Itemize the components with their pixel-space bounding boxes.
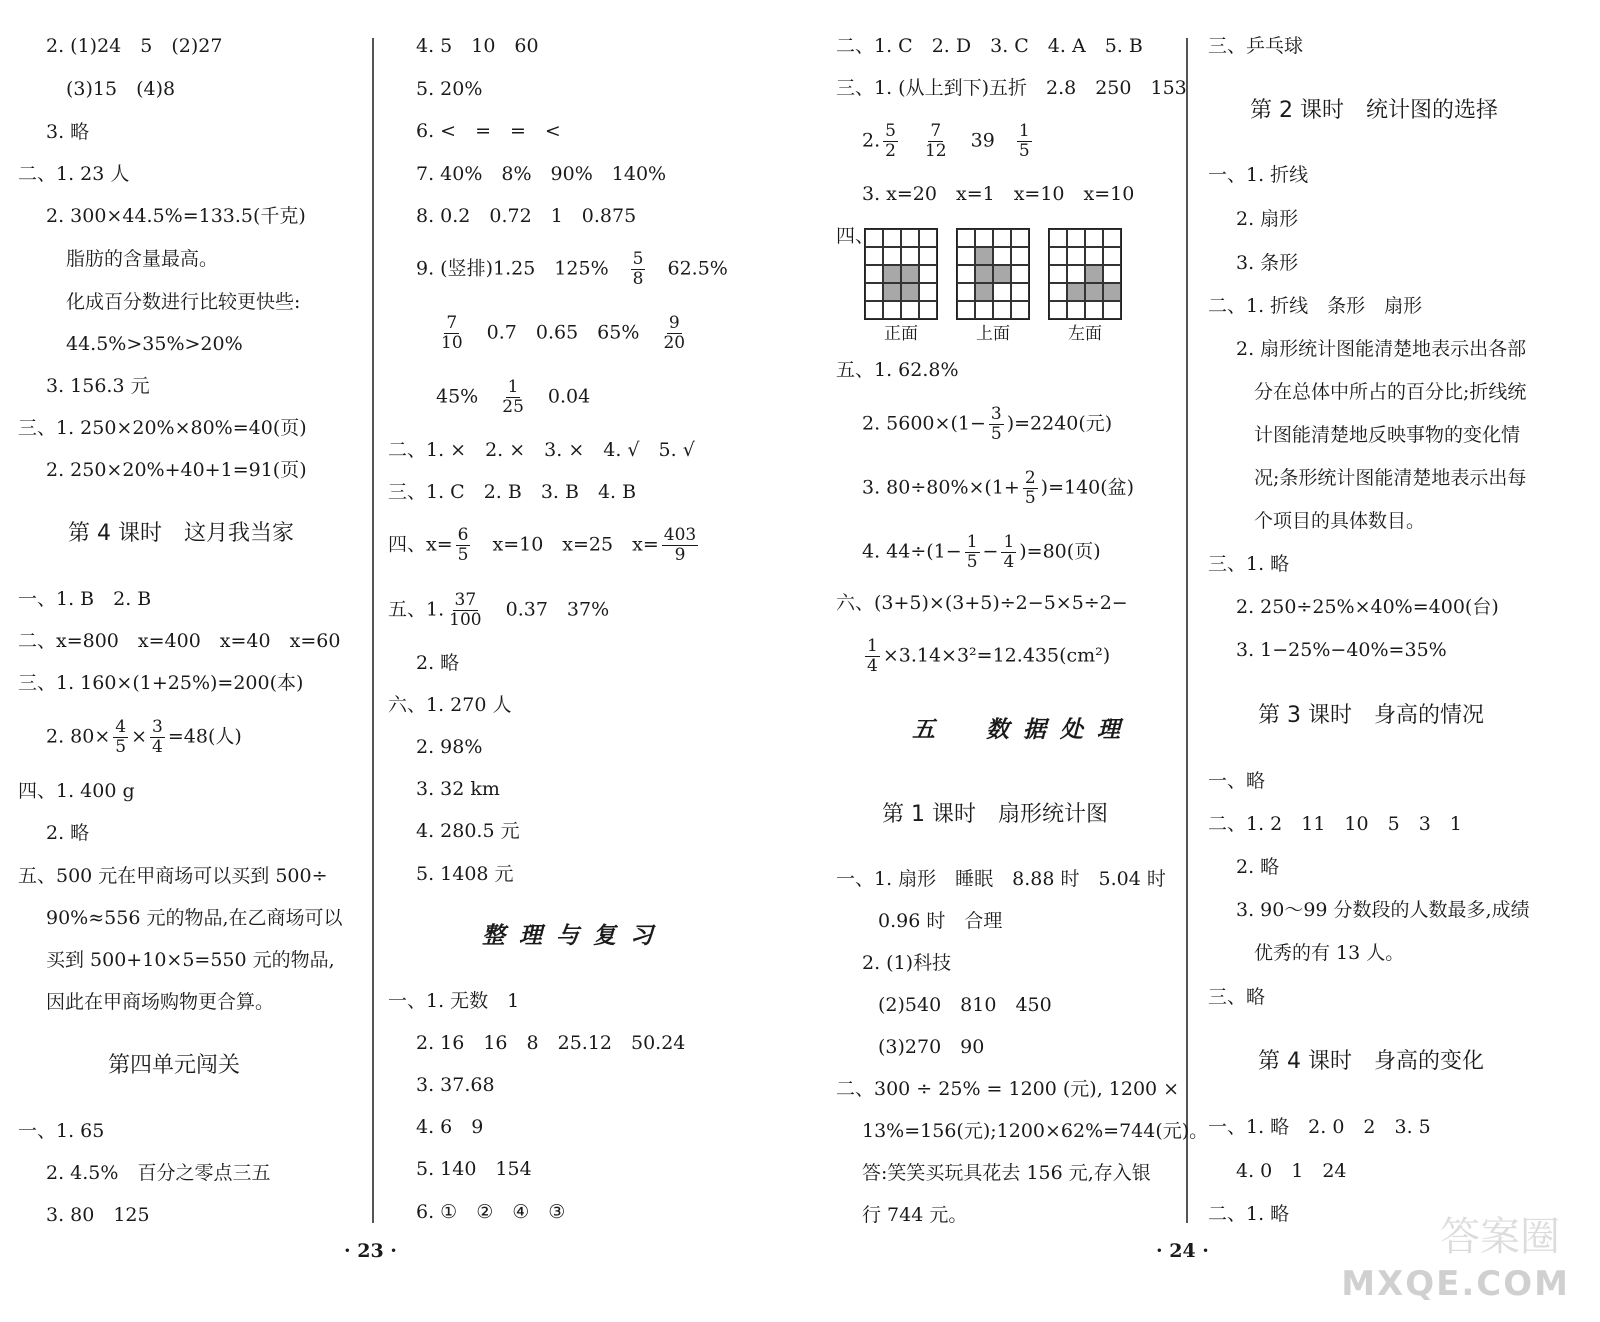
fraction-denominator: 10 [441, 333, 463, 353]
column-divider [372, 38, 374, 1223]
grid-cell [957, 229, 975, 247]
answer-line: 4. 280.5 元 [416, 820, 520, 842]
grid-cell [1103, 265, 1121, 283]
answer-line: (3)15 (4)8 [66, 78, 176, 100]
answer-line: 8. 0.2 0.72 1 0.875 [416, 205, 637, 227]
answer-line: 90%≈556 元的物品,在乙商场可以 [46, 907, 343, 929]
answer-line: 三、略 [1208, 986, 1266, 1008]
answer-line: 个项目的具体数目。 [1254, 510, 1426, 532]
answer-line: 四、 [836, 225, 875, 247]
answer-line: 7. 40% 8% 90% 140% [416, 163, 667, 185]
answer-line: 因此在甲商场购物更合算。 [46, 991, 275, 1013]
grid-cell [1011, 247, 1029, 265]
view-grid [1048, 228, 1122, 320]
grid-cell [1103, 247, 1121, 265]
answer-line: 2. 300×44.5%=133.5(千克) [46, 205, 306, 227]
fraction-numerator: 1 [966, 532, 978, 552]
view-grid [864, 228, 938, 320]
answer-line: (2)540 810 450 [878, 994, 1052, 1016]
answer-line: 3. 156.3 元 [46, 375, 150, 397]
answer-line: 三、1. (从上到下)五折 2.8 250 153 [836, 77, 1187, 99]
fraction [150, 718, 165, 757]
grid-cell [865, 247, 883, 265]
answer-line: 一、1. 65 [18, 1120, 105, 1142]
fraction-denominator: 4 [1003, 552, 1015, 572]
grid-cell [1085, 265, 1103, 283]
answer-line: 脂肪的含量最高。 [66, 248, 219, 270]
fraction-denominator: 20 [663, 333, 686, 353]
fraction-numerator: 7 [446, 313, 458, 333]
fraction [456, 526, 471, 565]
watermark-logo: 答案圈 [1440, 1214, 1560, 1260]
answer-line: 六、1. 270 人 [388, 694, 512, 716]
fraction [865, 637, 880, 676]
fraction-numerator: 2 [1024, 468, 1036, 488]
answer-line [862, 533, 1101, 572]
answer-line: 2. (1)24 5 (2)27 [46, 35, 223, 57]
grid-cell [901, 301, 919, 319]
grid-cell [883, 301, 901, 319]
answer-line: 一、1. 折线 [1208, 164, 1309, 186]
grid-cell [883, 229, 901, 247]
grid-cell [957, 265, 975, 283]
answer-line: 2. 250÷25%×40%=400(台) [1236, 596, 1499, 618]
answer-line: 2. 16 16 8 25.12 50.24 [416, 1032, 686, 1054]
fraction-numerator: 403 [663, 525, 697, 545]
answer-line: 况;条形统计图能清楚地表示出每 [1254, 467, 1527, 489]
answer-line: 44.5%>35%>20% [66, 333, 243, 355]
answer-line: 2. 4.5% 百分之零点三五 [46, 1162, 271, 1184]
answer-line: 一、1. 略 2. 0 2 3. 5 [1208, 1116, 1431, 1138]
text-segment: 2. 80× [46, 725, 111, 748]
section-heading: 第 4 课时 身高的变化 [1258, 1049, 1484, 1074]
text-segment: 2. [862, 129, 881, 152]
section-heading: 第四单元闯关 [108, 1053, 241, 1078]
fraction-denominator: 12 [924, 141, 947, 161]
fraction-numerator: 9 [668, 313, 680, 333]
grid-cell [919, 247, 937, 265]
fraction-denominator: 8 [632, 269, 644, 289]
grid-cell [865, 301, 883, 319]
answer-line [416, 250, 728, 289]
grid-cell [1049, 301, 1067, 319]
section-heading: 第 4 课时 这月我当家 [68, 521, 294, 546]
grid-cell [1049, 265, 1067, 283]
fraction-denominator: 5 [457, 545, 469, 565]
answer-line: 化成百分数进行比较更快些: [66, 291, 301, 313]
grid-cell [1103, 301, 1121, 319]
fraction [113, 718, 128, 757]
grid-cell [993, 301, 1011, 319]
answer-line: 2. 略 [46, 822, 90, 844]
grid-cell [1067, 265, 1085, 283]
fraction-denominator: 25 [502, 397, 524, 417]
answer-line: 三、1. 250×20%×80%=40(页) [18, 417, 307, 439]
grid-cell [993, 283, 1011, 301]
section-heading: 整理与复习 [482, 922, 667, 949]
answer-line: 五、1. 62.8% [836, 359, 959, 381]
grid-cell [993, 247, 1011, 265]
grid-cell [919, 283, 937, 301]
section-heading: 第 3 课时 身高的情况 [1258, 703, 1484, 728]
grid-cell [901, 283, 919, 301]
text-segment: 2. 5600×(1− [862, 412, 986, 435]
answer-line: 三、1. 160×(1+25%)=200(本) [18, 672, 304, 694]
answer-line: 一、1. B 2. B [18, 588, 152, 610]
answer-line: 分在总体中所占的百分比;折线统 [1254, 381, 1527, 403]
grid-cell [1085, 229, 1103, 247]
text-segment: 9. (竖排)1.25 125% [416, 257, 609, 280]
answer-line [46, 718, 242, 757]
grid-cell [919, 229, 937, 247]
grid-cell [975, 247, 993, 265]
grid-cell [1067, 229, 1085, 247]
text-segment: 39 [970, 129, 995, 152]
text-segment: 0.04 [547, 385, 591, 408]
answer-line: 一、1. 扇形 睡眠 8.88 时 5.04 时 [836, 868, 1166, 890]
grid-cell [975, 265, 993, 283]
answer-line: 2. 略 [416, 652, 460, 674]
fraction [1017, 122, 1032, 161]
grid-cell [901, 247, 919, 265]
grid-cell [1085, 247, 1103, 265]
fraction-numerator: 3 [990, 404, 1002, 424]
answer-line: 3. 1−25%−40%=35% [1236, 639, 1447, 661]
fraction-numerator: 1 [1018, 121, 1030, 141]
answer-line: 二、1. 23 人 [18, 163, 130, 185]
answer-line: 二、1. 折线 条形 扇形 [1208, 295, 1423, 317]
grid-cell [1103, 229, 1121, 247]
text-segment: 3. 80÷80%×(1+ [862, 476, 1020, 499]
answer-line: 三、1. 略 [1208, 553, 1290, 575]
fraction-numerator: 3 [152, 717, 163, 737]
answer-line: 三、乒乓球 [1208, 35, 1304, 57]
answer-line: 四、1. 400 g [18, 780, 135, 802]
answer-line: 优秀的有 13 人。 [1254, 942, 1405, 964]
fraction-numerator: 1 [867, 636, 878, 656]
fraction-numerator: 5 [632, 249, 644, 269]
top-view [956, 228, 1030, 345]
text-segment: 0.37 37% [505, 598, 610, 621]
text-segment: )=2240(元) [1006, 412, 1113, 435]
answer-line [862, 637, 1110, 676]
answer-line: 一、1. 无数 1 [388, 990, 520, 1012]
fraction-denominator: 2 [885, 141, 896, 161]
grid-cell [993, 229, 1011, 247]
grid-cell [1049, 283, 1067, 301]
fraction [1023, 469, 1038, 508]
answer-line [862, 122, 1035, 161]
fraction-denominator: 9 [674, 545, 686, 565]
fraction-denominator: 5 [115, 737, 127, 757]
answer-line: 计图能清楚地反映事物的变化情 [1254, 424, 1521, 446]
fraction-numerator: 7 [930, 121, 942, 141]
answer-line: 二、1. 2 11 10 5 3 1 [1208, 813, 1462, 835]
grid-cell [865, 283, 883, 301]
answer-line: 二、1. × 2. × 3. × 4. √ 5. √ [388, 439, 695, 461]
answer-line: 3. 条形 [1236, 252, 1299, 274]
fraction [989, 405, 1004, 444]
fraction [1001, 533, 1016, 572]
text-segment: − [982, 540, 999, 563]
grid-cell [975, 229, 993, 247]
view-grid [956, 228, 1030, 320]
answer-line: 答:笑笑买玩具花去 156 元,存入银 [862, 1162, 1151, 1184]
fraction [447, 591, 483, 630]
answer-line [862, 405, 1112, 444]
answer-line [388, 526, 701, 565]
fraction-denominator: 4 [867, 656, 878, 676]
grid-cell [1049, 229, 1067, 247]
answer-line: 二、1. C 2. D 3. C 4. A 5. B [836, 35, 1143, 57]
grid-cell [1085, 283, 1103, 301]
text-segment: × [131, 725, 148, 748]
answer-line: 6. ① ② ④ ③ [416, 1201, 566, 1223]
fraction-denominator: 5 [1024, 488, 1036, 508]
fraction [500, 378, 526, 417]
fraction-denominator: 5 [990, 424, 1002, 444]
column-divider [1186, 38, 1188, 1223]
grid-cell [1011, 229, 1029, 247]
page-number: · 23 · [344, 1240, 397, 1262]
fraction [965, 533, 980, 572]
answer-line: 3. 32 km [416, 778, 500, 800]
grid-cell [865, 265, 883, 283]
fraction-denominator: 4 [152, 737, 163, 757]
text-segment: )=140(盆) [1040, 476, 1135, 499]
answer-line: 3. 略 [46, 121, 90, 143]
watermark-url: MXQE.COM [1341, 1264, 1570, 1304]
text-segment: 62.5% [667, 257, 728, 280]
view-label: 上面 [976, 324, 1010, 344]
grid-cell [1067, 301, 1085, 319]
grid-cell [975, 301, 993, 319]
grid-cell [1103, 283, 1121, 301]
left-view [1048, 228, 1122, 345]
text-segment: ×3.14×3²=12.435(cm²) [882, 644, 1111, 667]
answer-line: 3. x=20 x=1 x=10 x=10 [862, 183, 1135, 205]
text-segment: )=80(页) [1019, 540, 1101, 563]
grid-cell [975, 283, 993, 301]
fraction-numerator: 6 [457, 525, 469, 545]
answer-line: (3)270 90 [878, 1036, 985, 1058]
answer-line: 一、略 [1208, 770, 1266, 792]
grid-cell [1049, 247, 1067, 265]
section-heading: 五 数据处理 [912, 716, 1134, 743]
grid-cell [1011, 265, 1029, 283]
section-heading: 第 1 课时 扇形统计图 [882, 802, 1108, 827]
answer-line [436, 314, 690, 353]
view-label: 正面 [884, 324, 918, 344]
view-label: 左面 [1068, 324, 1102, 344]
grid-cell [1067, 283, 1085, 301]
answer-line: 二、x=800 x=400 x=40 x=60 [18, 630, 341, 652]
fraction [661, 314, 687, 353]
answer-line: 2. 扇形统计图能清楚地表示出各部 [1236, 338, 1527, 360]
answer-line: 2. 250×20%+40+1=91(页) [46, 459, 307, 481]
fraction [439, 314, 465, 353]
answer-line: 4. 6 9 [416, 1116, 484, 1138]
grid-cell [883, 265, 901, 283]
answer-line: 2. (1)科技 [862, 952, 952, 974]
grid-cell [1011, 301, 1029, 319]
fraction-denominator: 5 [966, 552, 978, 572]
fraction [923, 122, 949, 161]
grid-cell [901, 265, 919, 283]
answer-line: 13%=156(元);1200×62%=744(元)。 [862, 1120, 1209, 1142]
answer-line [436, 378, 590, 417]
text-segment: =48(人) [167, 725, 242, 748]
answer-line: 行 744 元。 [862, 1204, 968, 1226]
answer-line: 4. 0 1 24 [1236, 1160, 1347, 1182]
grid-cell [957, 283, 975, 301]
fraction [883, 122, 898, 161]
fraction [631, 250, 646, 289]
answer-line: 3. 80 125 [46, 1204, 150, 1226]
text-segment: 0.7 0.65 65% [486, 321, 640, 344]
page-number: · 24 · [1156, 1240, 1209, 1262]
text-segment: 五、1. [388, 598, 445, 621]
grid-cell [919, 301, 937, 319]
grid-cell [883, 247, 901, 265]
answer-line: 二、300 ÷ 25% = 1200 (元), 1200 × [836, 1078, 1180, 1100]
answer-line: 6. < = = < [416, 120, 561, 142]
grid-cell [1085, 301, 1103, 319]
grid-cell [1067, 247, 1085, 265]
grid-cell [1011, 283, 1029, 301]
fraction-numerator: 1 [1003, 532, 1015, 552]
grid-cell [865, 229, 883, 247]
fraction-numerator: 4 [115, 717, 127, 737]
text-segment: 45% [436, 385, 479, 408]
fraction-numerator: 37 [454, 590, 477, 610]
grid-cell [993, 265, 1011, 283]
answer-line: 六、(3+5)×(3+5)÷2−5×5÷2− [836, 592, 1128, 614]
answer-line: 3. 37.68 [416, 1074, 495, 1096]
fraction-numerator: 5 [885, 121, 896, 141]
answer-line: 五、500 元在甲商场可以买到 500÷ [18, 865, 328, 887]
three-views [864, 228, 1122, 345]
answer-line: 5. 1408 元 [416, 863, 514, 885]
text-segment: 四、x= [388, 533, 453, 556]
front-view [864, 228, 938, 345]
grid-cell [957, 247, 975, 265]
section-heading: 第 2 课时 统计图的选择 [1250, 98, 1498, 123]
answer-line: 4. 5 10 60 [416, 35, 539, 57]
grid-cell [883, 283, 901, 301]
grid-cell [919, 265, 937, 283]
grid-cell [957, 301, 975, 319]
text-segment: x=10 x=25 x= [492, 533, 659, 556]
fraction-denominator: 5 [1018, 141, 1030, 161]
answer-line: 2. 略 [1236, 856, 1280, 878]
answer-line: 二、1. 略 [1208, 1203, 1290, 1225]
answer-line: 买到 500+10×5=550 元的物品, [46, 949, 335, 971]
answer-line: 2. 98% [416, 736, 483, 758]
answer-line: 5. 140 154 [416, 1158, 532, 1180]
answer-line: 0.96 时 合理 [878, 910, 1003, 932]
fraction-denominator: 100 [449, 610, 482, 630]
answer-line: 三、1. C 2. B 3. B 4. B [388, 481, 637, 503]
answer-line: 3. 90～99 分数段的人数最多,成绩 [1236, 899, 1530, 921]
answer-line [862, 469, 1134, 508]
answer-line: 2. 扇形 [1236, 208, 1299, 230]
answer-line: 5. 20% [416, 78, 483, 100]
fraction-numerator: 1 [507, 377, 519, 397]
fraction [662, 526, 698, 565]
answer-line [388, 591, 609, 630]
text-segment: 4. 44÷(1− [862, 540, 962, 563]
grid-cell [901, 229, 919, 247]
